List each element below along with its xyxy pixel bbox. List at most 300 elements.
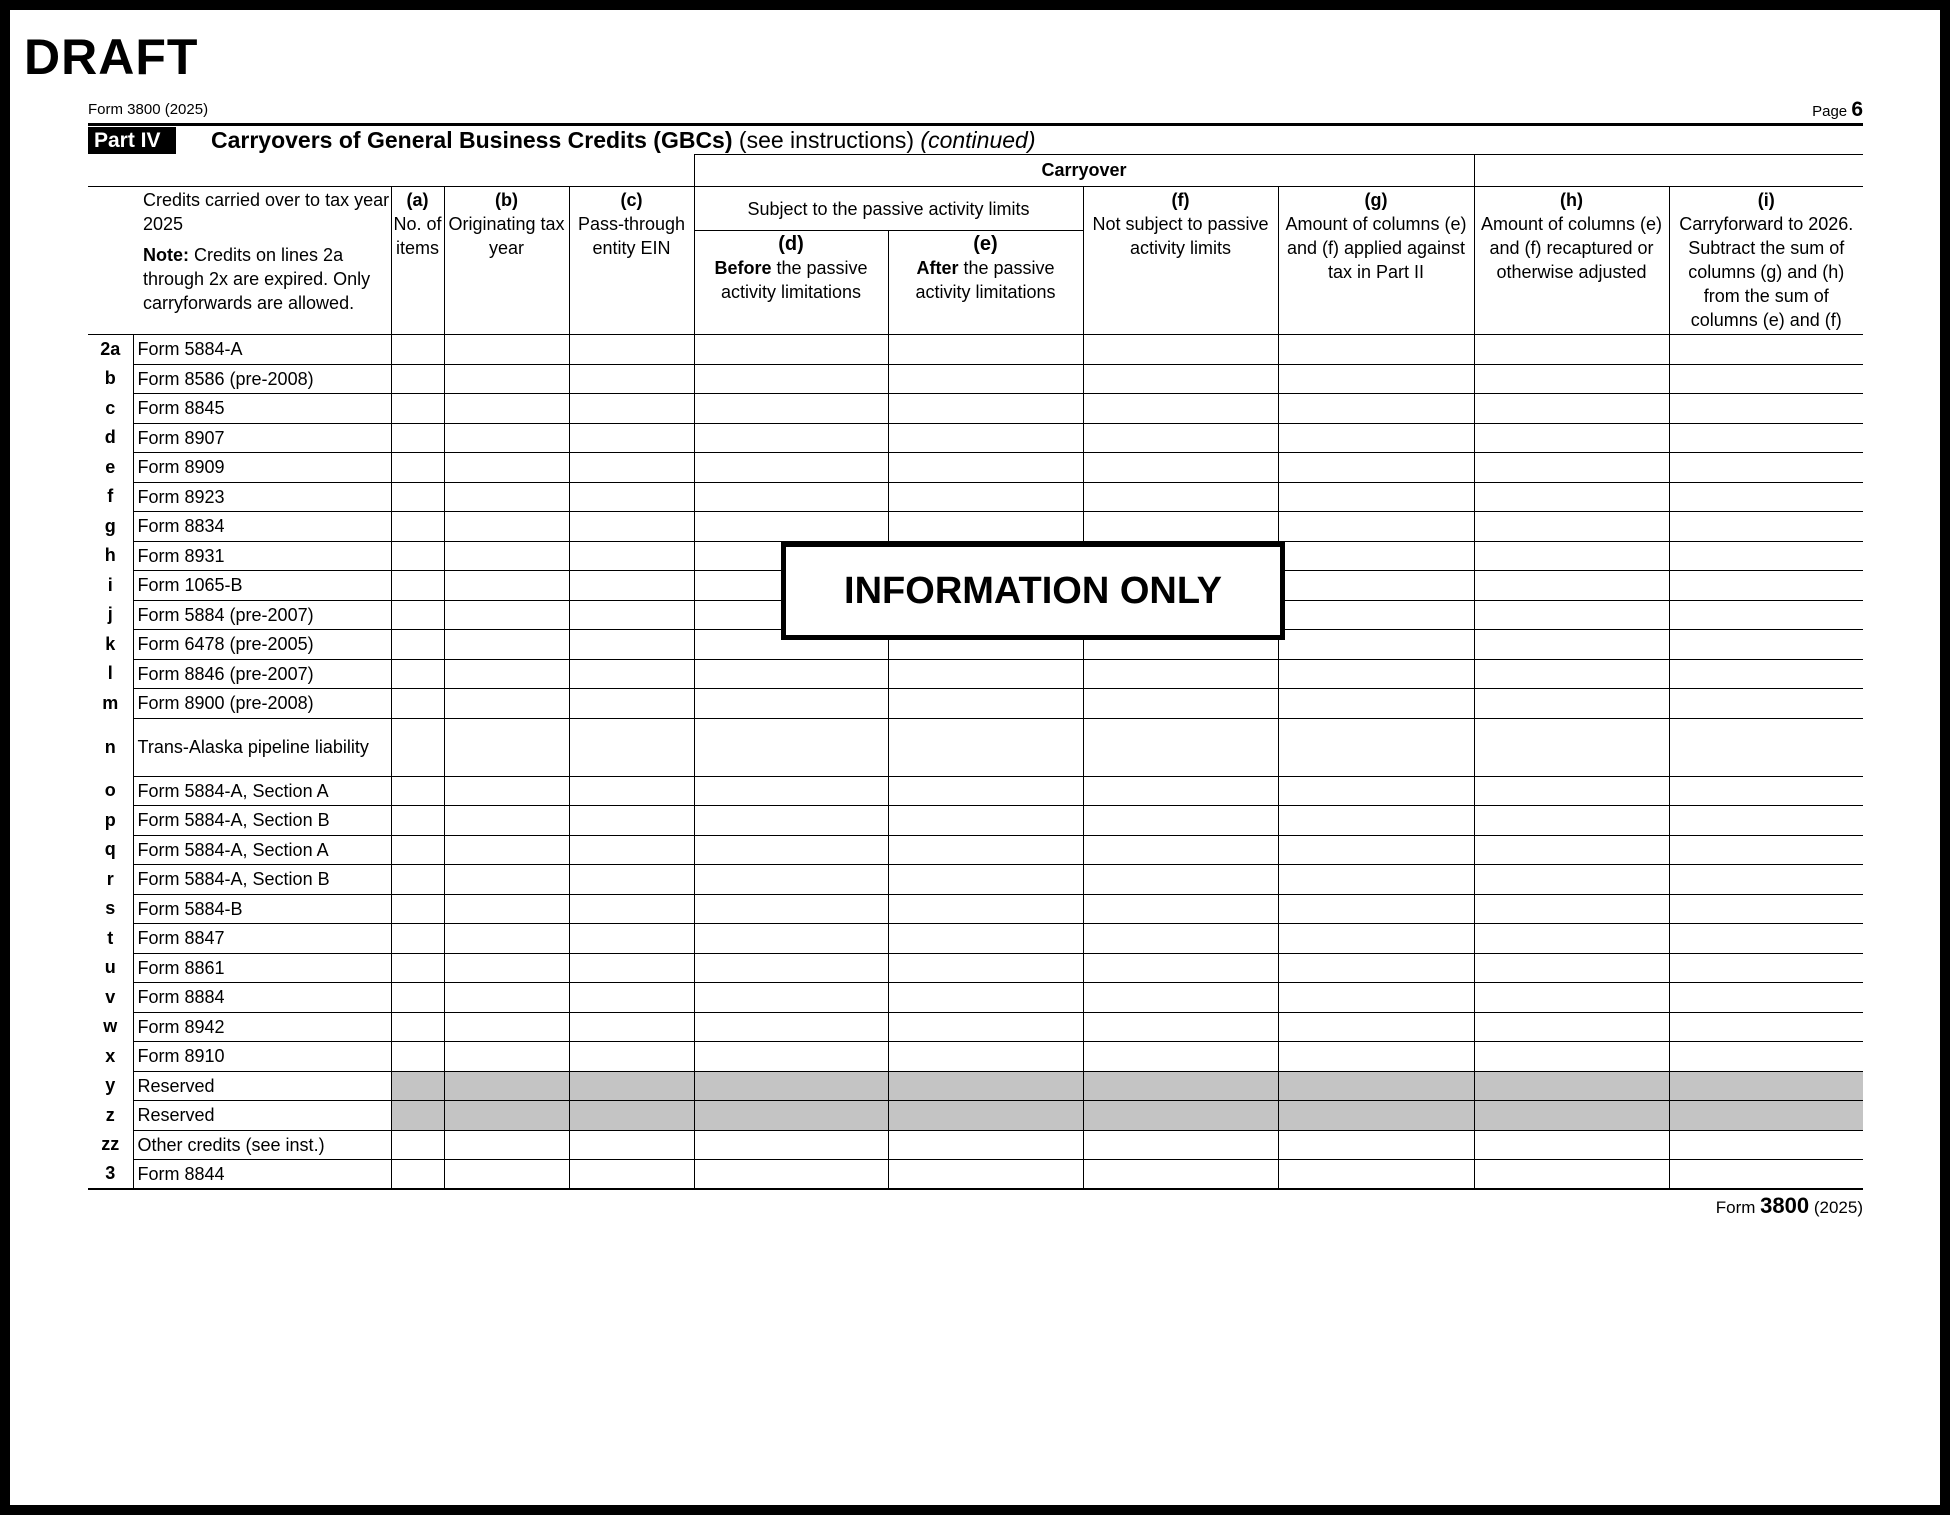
credit-description: Form 5884-A, Section B: [133, 806, 391, 836]
cell-col-b[interactable]: [444, 571, 569, 601]
cell-col-d[interactable]: [694, 776, 888, 806]
cell-col-a[interactable]: [391, 512, 444, 542]
cell-col-d[interactable]: [694, 364, 888, 394]
cell-col-b[interactable]: [444, 983, 569, 1013]
cell-col-c[interactable]: [569, 453, 694, 483]
cell-col-h[interactable]: [1474, 453, 1669, 483]
cell-col-e[interactable]: [888, 482, 1083, 512]
cell-col-a[interactable]: [391, 983, 444, 1013]
cell-col-e[interactable]: [888, 1160, 1083, 1190]
cell-col-b[interactable]: [444, 806, 569, 836]
cell-col-g[interactable]: [1278, 512, 1474, 542]
line-number: zz: [88, 1130, 133, 1160]
credit-description: Reserved: [133, 1071, 391, 1101]
part-heading: [88, 127, 1036, 154]
cell-col-e[interactable]: [888, 894, 1083, 924]
line-number: u: [88, 953, 133, 983]
table-row: [88, 689, 1863, 719]
cell-col-f[interactable]: [1083, 364, 1278, 394]
cell-col-g[interactable]: [1278, 541, 1474, 571]
cell-col-f[interactable]: [1083, 776, 1278, 806]
cell-col-e[interactable]: [888, 364, 1083, 394]
cell-col-h[interactable]: [1474, 394, 1669, 424]
cell-col-g[interactable]: [1278, 600, 1474, 630]
cell-col-a[interactable]: [391, 659, 444, 689]
cell-col-h[interactable]: [1474, 335, 1669, 365]
col-g-letter: (g): [1364, 190, 1388, 210]
cell-col-d[interactable]: [694, 453, 888, 483]
credit-description: Form 8834: [133, 512, 391, 542]
cell-col-a[interactable]: [391, 1042, 444, 1072]
cell-col-d[interactable]: [694, 806, 888, 836]
part-title-bold: Carryovers of General Business Credits (GBCs): [211, 127, 733, 153]
cell-col-e[interactable]: [888, 953, 1083, 983]
cell-col-d[interactable]: [694, 1012, 888, 1042]
form-footer: [1716, 1193, 1863, 1219]
cell-col-e: [888, 1071, 1083, 1101]
cell-col-i[interactable]: [1669, 335, 1863, 365]
table-row: [88, 1042, 1863, 1072]
cell-col-g[interactable]: [1278, 364, 1474, 394]
cell-col-e[interactable]: [888, 453, 1083, 483]
cell-col-c[interactable]: [569, 1042, 694, 1072]
cell-col-i[interactable]: [1669, 806, 1863, 836]
cell-col-f[interactable]: [1083, 894, 1278, 924]
col-i-letter: (i): [1757, 190, 1775, 210]
cell-col-i[interactable]: [1669, 394, 1863, 424]
cell-col-d[interactable]: [694, 394, 888, 424]
cell-col-c[interactable]: [569, 1130, 694, 1160]
cell-col-h[interactable]: [1474, 865, 1669, 895]
cell-col-d[interactable]: [694, 835, 888, 865]
cell-col-i[interactable]: [1669, 423, 1863, 453]
cell-col-a[interactable]: [391, 630, 444, 660]
line-number: y: [88, 1071, 133, 1101]
cell-col-h[interactable]: [1474, 1160, 1669, 1190]
cell-col-e[interactable]: [888, 1042, 1083, 1072]
part-title-italic: (continued): [920, 127, 1036, 153]
credit-description: Form 8909: [133, 453, 391, 483]
cell-col-e[interactable]: [888, 1130, 1083, 1160]
cell-col-g[interactable]: [1278, 953, 1474, 983]
cell-col-h[interactable]: [1474, 364, 1669, 394]
col-c-text: Pass-through entity EIN: [577, 214, 686, 258]
cell-col-c[interactable]: [569, 512, 694, 542]
cell-col-i[interactable]: [1669, 718, 1863, 776]
cell-col-f[interactable]: [1083, 659, 1278, 689]
cell-col-h[interactable]: [1474, 894, 1669, 924]
cell-col-a[interactable]: [391, 806, 444, 836]
table-row: [88, 1071, 1863, 1101]
cell-col-a[interactable]: [391, 953, 444, 983]
cell-col-f[interactable]: [1083, 924, 1278, 954]
cell-col-d[interactable]: [694, 718, 888, 776]
cell-col-i[interactable]: [1669, 600, 1863, 630]
line-number: b: [88, 364, 133, 394]
cell-col-d[interactable]: [694, 512, 888, 542]
cell-col-b[interactable]: [444, 541, 569, 571]
cell-col-c[interactable]: [569, 983, 694, 1013]
cell-col-a[interactable]: [391, 865, 444, 895]
cell-col-d[interactable]: [694, 983, 888, 1013]
line-number: p: [88, 806, 133, 836]
cell-col-c[interactable]: [569, 364, 694, 394]
cell-col-h[interactable]: [1474, 835, 1669, 865]
cell-col-f[interactable]: [1083, 1012, 1278, 1042]
cell-col-d[interactable]: [694, 423, 888, 453]
cell-col-h[interactable]: [1474, 1130, 1669, 1160]
cell-col-g[interactable]: [1278, 453, 1474, 483]
cell-col-g[interactable]: [1278, 835, 1474, 865]
cell-col-b[interactable]: [444, 894, 569, 924]
col-c-header: [569, 187, 694, 335]
col-i-text: Carryforward to 2026. Subtract the sum of columns (g) and (h) from the sum of columns (e) and (f): [1679, 214, 1854, 330]
cell-col-g[interactable]: [1278, 689, 1474, 719]
cell-col-c[interactable]: [569, 806, 694, 836]
cell-col-h[interactable]: [1474, 482, 1669, 512]
cell-col-f[interactable]: [1083, 335, 1278, 365]
cell-col-f[interactable]: [1083, 718, 1278, 776]
cell-col-c[interactable]: [569, 835, 694, 865]
cell-col-h[interactable]: [1474, 659, 1669, 689]
cell-col-e[interactable]: [888, 512, 1083, 542]
cell-col-c[interactable]: [569, 659, 694, 689]
header-blank: [88, 155, 694, 187]
cell-col-a[interactable]: [391, 600, 444, 630]
line-number: k: [88, 630, 133, 660]
cell-col-e[interactable]: [888, 865, 1083, 895]
cell-col-h[interactable]: [1474, 600, 1669, 630]
credit-description: Form 5884-A, Section A: [133, 776, 391, 806]
cell-col-i[interactable]: [1669, 482, 1863, 512]
cell-col-i[interactable]: [1669, 364, 1863, 394]
cell-col-b[interactable]: [444, 659, 569, 689]
cell-col-h[interactable]: [1474, 953, 1669, 983]
cell-col-c[interactable]: [569, 630, 694, 660]
cell-col-i[interactable]: [1669, 776, 1863, 806]
cell-col-g[interactable]: [1278, 394, 1474, 424]
col-a-text: No. of items: [393, 214, 442, 258]
cell-col-i[interactable]: [1669, 924, 1863, 954]
cell-col-c[interactable]: [569, 423, 694, 453]
cell-col-a[interactable]: [391, 689, 444, 719]
cell-col-a[interactable]: [391, 364, 444, 394]
credit-description: Form 6478 (pre-2005): [133, 630, 391, 660]
cell-col-b[interactable]: [444, 453, 569, 483]
cell-col-e[interactable]: [888, 835, 1083, 865]
lead-column-header: [88, 187, 391, 335]
cell-col-f[interactable]: [1083, 1042, 1278, 1072]
cell-col-e[interactable]: [888, 983, 1083, 1013]
cell-col-h: [1474, 1071, 1669, 1101]
cell-col-g[interactable]: [1278, 983, 1474, 1013]
cell-col-i[interactable]: [1669, 1160, 1863, 1190]
cell-col-h[interactable]: [1474, 541, 1669, 571]
cell-col-f[interactable]: [1083, 1160, 1278, 1190]
cell-col-b[interactable]: [444, 630, 569, 660]
cell-col-i[interactable]: [1669, 571, 1863, 601]
cell-col-g[interactable]: [1278, 924, 1474, 954]
cell-col-g[interactable]: [1278, 1130, 1474, 1160]
line-number: 2a: [88, 335, 133, 365]
cell-col-g[interactable]: [1278, 776, 1474, 806]
cell-col-a[interactable]: [391, 394, 444, 424]
cell-col-i[interactable]: [1669, 659, 1863, 689]
cell-col-e[interactable]: [888, 924, 1083, 954]
cell-col-e: [888, 1101, 1083, 1131]
cell-col-d[interactable]: [694, 865, 888, 895]
cell-col-i[interactable]: [1669, 453, 1863, 483]
col-i-header: [1669, 187, 1863, 335]
cell-col-f[interactable]: [1083, 512, 1278, 542]
cell-col-i[interactable]: [1669, 983, 1863, 1013]
cell-col-c[interactable]: [569, 953, 694, 983]
cell-col-b[interactable]: [444, 865, 569, 895]
cell-col-a[interactable]: [391, 335, 444, 365]
cell-col-h[interactable]: [1474, 983, 1669, 1013]
col-d-bold: Before: [714, 258, 772, 278]
col-e-text: the passive activity limitations: [915, 258, 1056, 302]
line-number: n: [88, 718, 133, 776]
cell-col-f[interactable]: [1083, 482, 1278, 512]
cell-col-e[interactable]: [888, 718, 1083, 776]
footer-form-number: 3800: [1760, 1193, 1810, 1218]
cell-col-e[interactable]: [888, 776, 1083, 806]
cell-col-h[interactable]: [1474, 806, 1669, 836]
cell-col-i[interactable]: [1669, 1012, 1863, 1042]
cell-col-d[interactable]: [694, 894, 888, 924]
col-e-letter: (e): [973, 233, 998, 255]
cell-col-b[interactable]: [444, 1160, 569, 1190]
cell-col-a[interactable]: [391, 894, 444, 924]
cell-col-i[interactable]: [1669, 1042, 1863, 1072]
cell-col-a[interactable]: [391, 453, 444, 483]
cell-col-d[interactable]: [694, 482, 888, 512]
cell-col-b[interactable]: [444, 776, 569, 806]
cell-col-d[interactable]: [694, 1042, 888, 1072]
col-g-text: Amount of columns (e) and (f) applied against tax in Part II: [1285, 214, 1467, 282]
table-row: [88, 865, 1863, 895]
cell-col-d[interactable]: [694, 1130, 888, 1160]
cell-col-h[interactable]: [1474, 776, 1669, 806]
cell-col-i[interactable]: [1669, 630, 1863, 660]
cell-col-b[interactable]: [444, 512, 569, 542]
credit-description: Form 5884-A, Section A: [133, 835, 391, 865]
cell-col-d[interactable]: [694, 689, 888, 719]
cell-col-b[interactable]: [444, 335, 569, 365]
cell-col-d[interactable]: [694, 924, 888, 954]
col-d-text: the passive activity limitations: [720, 258, 868, 302]
cell-col-i: [1669, 1071, 1863, 1101]
cell-col-i[interactable]: [1669, 689, 1863, 719]
cell-col-c[interactable]: [569, 689, 694, 719]
cell-col-h[interactable]: [1474, 718, 1669, 776]
cell-col-g[interactable]: [1278, 1042, 1474, 1072]
cell-col-b[interactable]: [444, 482, 569, 512]
cell-col-c[interactable]: [569, 1160, 694, 1190]
line-number: t: [88, 924, 133, 954]
page-number: 6: [1851, 98, 1863, 121]
cell-col-d[interactable]: [694, 335, 888, 365]
cell-col-b[interactable]: [444, 1042, 569, 1072]
cell-col-e[interactable]: [888, 335, 1083, 365]
cell-col-d[interactable]: [694, 659, 888, 689]
cell-col-e[interactable]: [888, 1012, 1083, 1042]
cell-col-f[interactable]: [1083, 453, 1278, 483]
cell-col-b[interactable]: [444, 924, 569, 954]
cell-col-g[interactable]: [1278, 571, 1474, 601]
cell-col-c[interactable]: [569, 924, 694, 954]
cell-col-g[interactable]: [1278, 865, 1474, 895]
line-number: d: [88, 423, 133, 453]
cell-col-b[interactable]: [444, 953, 569, 983]
cell-col-c[interactable]: [569, 600, 694, 630]
cell-col-a[interactable]: [391, 541, 444, 571]
cell-col-b[interactable]: [444, 364, 569, 394]
cell-col-c[interactable]: [569, 482, 694, 512]
cell-col-c[interactable]: [569, 865, 694, 895]
credit-description: Form 8861: [133, 953, 391, 983]
cell-col-c[interactable]: [569, 394, 694, 424]
cell-col-h[interactable]: [1474, 423, 1669, 453]
credit-description: Form 8900 (pre-2008): [133, 689, 391, 719]
table-row: [88, 1012, 1863, 1042]
col-e-bold: After: [916, 258, 959, 278]
cell-col-c[interactable]: [569, 718, 694, 776]
cell-col-f[interactable]: [1083, 423, 1278, 453]
cell-col-g[interactable]: [1278, 630, 1474, 660]
cell-col-b[interactable]: [444, 1130, 569, 1160]
cell-col-i[interactable]: [1669, 835, 1863, 865]
col-h-letter: (h): [1560, 190, 1583, 210]
credit-description: Form 5884 (pre-2007): [133, 600, 391, 630]
cell-col-f[interactable]: [1083, 806, 1278, 836]
cell-col-g[interactable]: [1278, 806, 1474, 836]
credit-description: Form 5884-A: [133, 335, 391, 365]
page-word: Page: [1812, 103, 1848, 120]
footer-year: (2025): [1809, 1198, 1863, 1217]
cell-col-g[interactable]: [1278, 1160, 1474, 1190]
cell-col-f[interactable]: [1083, 689, 1278, 719]
col-f-header: [1083, 187, 1278, 335]
cell-col-g[interactable]: [1278, 335, 1474, 365]
credit-description: Form 8847: [133, 924, 391, 954]
line-number: f: [88, 482, 133, 512]
cell-col-f[interactable]: [1083, 953, 1278, 983]
cell-col-h[interactable]: [1474, 512, 1669, 542]
credit-description: Other credits (see inst.): [133, 1130, 391, 1160]
cell-col-a[interactable]: [391, 423, 444, 453]
cell-col-b[interactable]: [444, 423, 569, 453]
cell-col-d[interactable]: [694, 953, 888, 983]
cell-col-b[interactable]: [444, 835, 569, 865]
cell-col-e[interactable]: [888, 423, 1083, 453]
cell-col-a[interactable]: [391, 718, 444, 776]
cell-col-b[interactable]: [444, 689, 569, 719]
cell-col-b[interactable]: [444, 718, 569, 776]
table-row: [88, 1160, 1863, 1190]
footer-prefix: Form: [1715, 1198, 1761, 1217]
cell-col-f[interactable]: [1083, 983, 1278, 1013]
cell-col-f[interactable]: [1083, 835, 1278, 865]
table-row: [88, 335, 1863, 365]
cell-col-b[interactable]: [444, 1012, 569, 1042]
cell-col-c[interactable]: [569, 894, 694, 924]
credit-description: Form 8942: [133, 1012, 391, 1042]
table-row: [88, 806, 1863, 836]
table-row: [88, 394, 1863, 424]
cell-col-a[interactable]: [391, 482, 444, 512]
cell-col-c[interactable]: [569, 571, 694, 601]
part-title: [211, 127, 1036, 154]
cell-col-h[interactable]: [1474, 630, 1669, 660]
cell-col-g[interactable]: [1278, 482, 1474, 512]
cell-col-i[interactable]: [1669, 865, 1863, 895]
cell-col-g[interactable]: [1278, 423, 1474, 453]
cell-col-i[interactable]: [1669, 1130, 1863, 1160]
cell-col-a[interactable]: [391, 1130, 444, 1160]
cell-col-i[interactable]: [1669, 541, 1863, 571]
cell-col-c[interactable]: [569, 1012, 694, 1042]
cell-col-f[interactable]: [1083, 394, 1278, 424]
cell-col-i[interactable]: [1669, 512, 1863, 542]
table-row: [88, 1130, 1863, 1160]
cell-col-b[interactable]: [444, 600, 569, 630]
line-number: m: [88, 689, 133, 719]
cell-col-g[interactable]: [1278, 894, 1474, 924]
cell-col-f[interactable]: [1083, 865, 1278, 895]
line-number: v: [88, 983, 133, 1013]
carryover-heading: Carryover: [694, 155, 1474, 187]
cell-col-f[interactable]: [1083, 1130, 1278, 1160]
cell-col-g[interactable]: [1278, 659, 1474, 689]
cell-col-e[interactable]: [888, 806, 1083, 836]
draft-watermark: DRAFT: [24, 29, 199, 85]
table-row: [88, 423, 1863, 453]
cell-col-h[interactable]: [1474, 1042, 1669, 1072]
cell-col-i[interactable]: [1669, 953, 1863, 983]
cell-col-a[interactable]: [391, 776, 444, 806]
cell-col-a[interactable]: [391, 835, 444, 865]
cell-col-h[interactable]: [1474, 571, 1669, 601]
cell-col-d[interactable]: [694, 1160, 888, 1190]
cell-col-e[interactable]: [888, 689, 1083, 719]
cell-col-g: [1278, 1101, 1474, 1131]
cell-col-f: [1083, 1071, 1278, 1101]
cell-col-a[interactable]: [391, 1012, 444, 1042]
cell-col-b[interactable]: [444, 394, 569, 424]
cell-col-a[interactable]: [391, 924, 444, 954]
cell-col-g[interactable]: [1278, 1012, 1474, 1042]
cell-col-a[interactable]: [391, 571, 444, 601]
cell-col-i[interactable]: [1669, 894, 1863, 924]
cell-col-h[interactable]: [1474, 924, 1669, 954]
note-bold: Note:: [143, 245, 189, 265]
cell-col-c[interactable]: [569, 335, 694, 365]
cell-col-g[interactable]: [1278, 718, 1474, 776]
cell-col-h[interactable]: [1474, 1012, 1669, 1042]
top-rule: [88, 123, 1863, 126]
cell-col-a[interactable]: [391, 1160, 444, 1190]
cell-col-e[interactable]: [888, 659, 1083, 689]
cell-col-c[interactable]: [569, 541, 694, 571]
cell-col-e[interactable]: [888, 394, 1083, 424]
note-text: Credits on lines 2a through 2x are expired. Only carryforwards are allowed.: [143, 245, 371, 313]
credit-description: Form 8586 (pre-2008): [133, 364, 391, 394]
cell-col-c[interactable]: [569, 776, 694, 806]
table-row: [88, 776, 1863, 806]
cell-col-h[interactable]: [1474, 689, 1669, 719]
